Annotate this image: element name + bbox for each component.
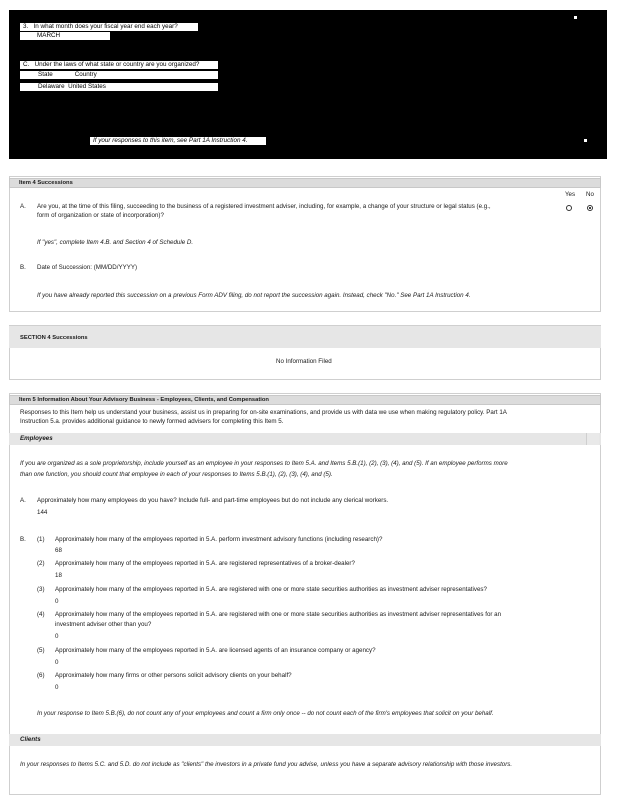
employees-heading-band	[9, 433, 601, 445]
item5b2-value: 18	[55, 572, 62, 579]
clients-heading: Clients	[20, 736, 41, 743]
item4b-date-label: Date of Succession: (MM/DD/YYYY)	[37, 264, 138, 271]
scan-speck	[574, 16, 577, 19]
item5-intro-line2: Instruction 5.a. provides additional guidance to newly formed advisers for completing this Item 5.	[20, 418, 284, 425]
item5a-label: A.	[20, 497, 26, 504]
clients-heading-band	[9, 734, 601, 746]
sole-proprietor-note-line2: than one function, you should count that employee in each of your responses to Items 5.B.(1), (2), (3), (4), and (5).	[20, 471, 333, 478]
employees-heading: Employees	[20, 435, 53, 442]
item5b4-question-line1: Approximately how many of the employees reported in 5.A. are registered with one or more state securities authorities as investment adviser representatives for an	[55, 611, 502, 618]
instruction-note	[90, 137, 266, 145]
item5b4-question-line2: investment adviser other than you?	[55, 621, 152, 628]
item5b5-number: (5)	[37, 647, 45, 654]
sole-proprietor-note-line1: If you are organized as a sole proprietorship, include yourself as an employee in your responses to Item 5.A. and Items 5.B.(1), (2), (3), (4), and (5). If an employee performs more	[20, 460, 508, 467]
item4-if-yes-note: If "yes", complete Item 4.B. and Section 4 of Schedule D.	[37, 239, 194, 246]
item5b5-value: 0	[55, 659, 59, 666]
item4a-label: A.	[20, 203, 26, 210]
state-column-header: State	[38, 71, 53, 78]
item5b1-question: Approximately how many of the employees reported in 5.A. perform investment advisory functions (including research)?	[55, 536, 383, 543]
item4a-question-line1: Are you, at the time of this filing, succeeding to the business of a registered investment adviser, including, for example, a change of your structure or legal status (e.g.,	[37, 203, 491, 210]
instruction-note-text: If your responses to this item, see Part 1A Instruction 4.	[93, 137, 248, 144]
item5a-value: 144	[37, 509, 48, 516]
fiscal-year-answer: MARCH	[20, 32, 110, 40]
country-column-header: Country	[74, 71, 97, 78]
state-country-header	[20, 71, 218, 79]
yes-column-label: Yes	[565, 191, 576, 198]
item5b3-question: Approximately how many of the employees reported in 5.A. are registered with one or more state securities authorities as investment adviser representatives?	[55, 586, 487, 593]
scrollbar-track[interactable]	[586, 433, 599, 445]
org-question-text: Under the laws of what state or country are you organized?	[34, 61, 200, 68]
item5b2-number: (2)	[37, 560, 45, 567]
item5b2-question: Approximately how many of the employees reported in 5.A. are registered representatives of a broker-dealer?	[55, 560, 355, 567]
organization-question	[20, 61, 218, 69]
item5a-question: Approximately how many employees do you have? Include full- and part-time employees but do not include any clerical workers.	[37, 497, 389, 504]
scan-speck	[584, 139, 587, 142]
item5b-label: B.	[20, 536, 26, 543]
fiscal-question-text: In what month does your fiscal year end each year?	[33, 23, 178, 30]
state-value: Delaware	[38, 83, 65, 90]
item5b5-question: Approximately how many of the employees reported in 5.A. are licensed agents of an insurance company or agency?	[55, 647, 376, 654]
item5b3-value: 0	[55, 598, 59, 605]
item4a-yes-radio[interactable]	[566, 205, 572, 211]
item5b1-number: (1)	[37, 536, 45, 543]
item5-intro-line1: Responses to this Item help us understand your business, assist us in preparing for on-site examinations, and provide us with data we use when making regulatory policy. Part 1A	[20, 409, 507, 416]
question-number: C.	[23, 61, 30, 68]
item5-header: Item 5 Information About Your Advisory Business - Employees, Clients, and Compensation	[9, 395, 601, 405]
item4b-label: B.	[20, 264, 26, 271]
section4-empty-message: No Information Filed	[276, 358, 332, 365]
item5b3-number: (3)	[37, 586, 45, 593]
item4-header: Item 4 Successions	[9, 178, 601, 188]
fiscal-year-question	[20, 23, 198, 31]
country-value: United States	[68, 83, 106, 90]
item5b6-number: (6)	[37, 672, 45, 679]
item5b4-number: (4)	[37, 611, 45, 618]
item5b4-value: 0	[55, 633, 59, 640]
item5b6-question: Approximately how many firms or other persons solicit advisory clients on your behalf?	[55, 672, 292, 679]
clients-note: In your responses to Items 5.C. and 5.D. do not include as "clients" the investors in a private fund you advise, unless you have a separate advisory relationship with those investors.	[20, 761, 513, 768]
item4a-question-line2: form of organization or state of incorporation)?	[37, 212, 164, 219]
item4-succession-note: If you have already reported this succession on a previous Form ADV filing, do not report the succession again. Instead, check "No." See Part 1A Instruction 4.	[37, 292, 471, 299]
no-column-label: No	[586, 191, 594, 198]
section4-header: SECTION 4 Successions	[20, 335, 88, 341]
state-country-values	[20, 83, 218, 91]
item5b6-value: 0	[55, 684, 59, 691]
item5b6-note: In your response to Item 5.B.(6), do not count any of your employees and count a firm only once -- do not count each of the firm's employees that solicit on your behalf.	[37, 710, 494, 717]
question-number: 3.	[23, 23, 29, 30]
item5b1-value: 68	[55, 547, 62, 554]
section4-header-band	[9, 326, 601, 348]
item4a-no-radio[interactable]	[587, 205, 593, 211]
